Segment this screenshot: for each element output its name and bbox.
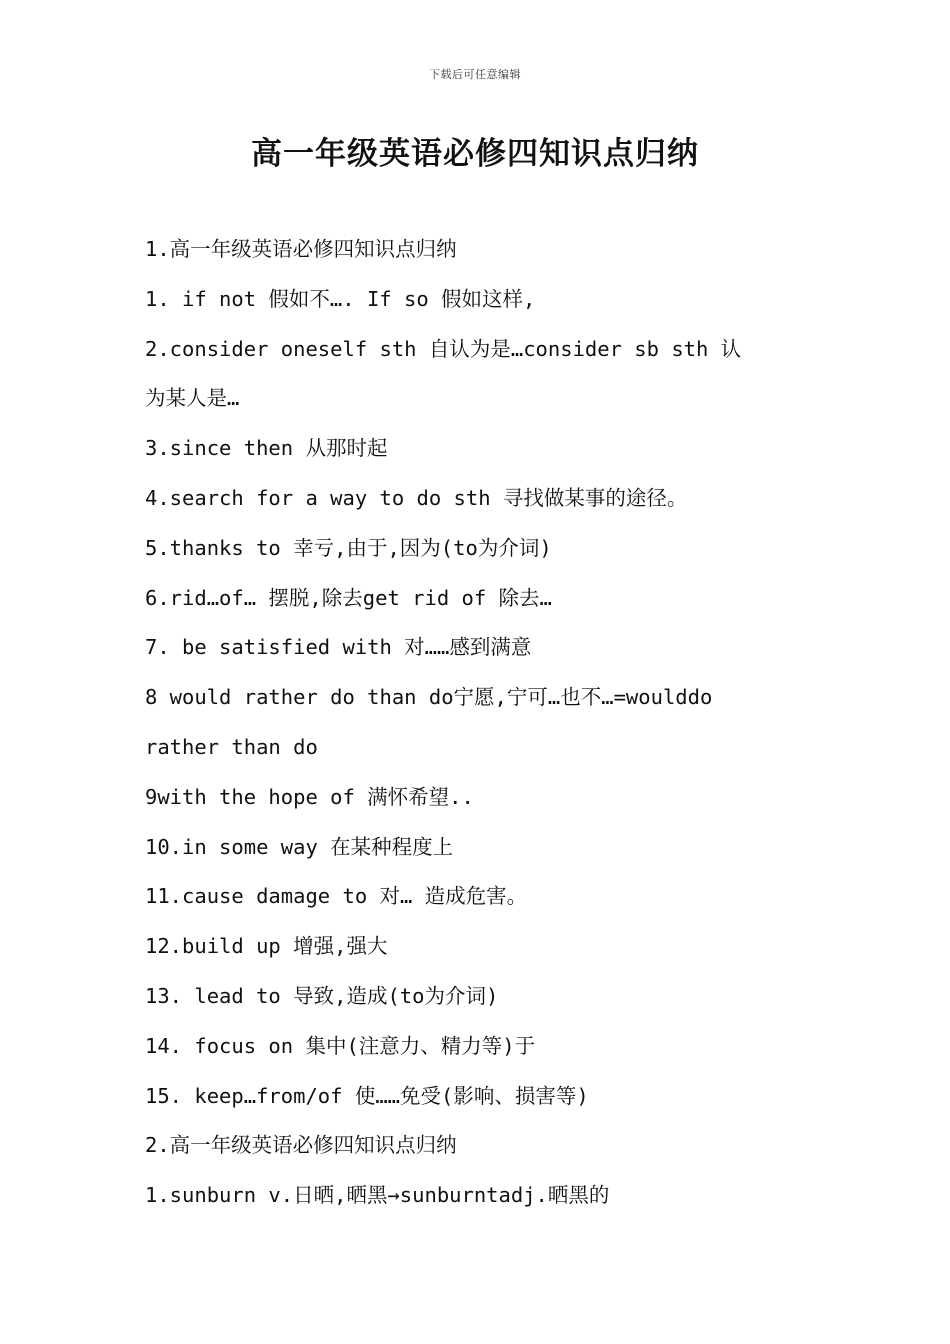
line-text: 14. focus on 集中(注意力、精力等)于 xyxy=(145,1033,536,1058)
content-line xyxy=(145,528,825,578)
content-line xyxy=(145,926,825,976)
content-line xyxy=(145,478,825,528)
content-line xyxy=(145,1076,825,1126)
content-line xyxy=(145,229,825,279)
content-line xyxy=(145,777,825,827)
content-line xyxy=(145,1125,825,1175)
content-line xyxy=(145,1026,825,1076)
line-text: 9with the hope of 满怀希望.. xyxy=(145,784,474,809)
content-line xyxy=(145,727,825,777)
line-text: 11.cause damage to 对… 造成危害。 xyxy=(145,884,528,909)
line-text: 1.高一年级英语必修四知识点归纳 xyxy=(145,237,457,261)
content-line xyxy=(145,279,825,329)
line-text: 7. be satisfied with 对……感到满意 xyxy=(145,635,532,660)
content-line xyxy=(145,428,825,478)
line-text: 5.thanks to 幸亏,由于,因为(to为介词) xyxy=(145,535,552,560)
line-text: 12.build up 增强,强大 xyxy=(145,934,388,959)
content-line xyxy=(145,976,825,1026)
line-text: 13. lead to 导致,造成(to为介词) xyxy=(145,983,499,1008)
line-text: rather than do xyxy=(145,734,318,759)
content-line xyxy=(145,378,825,428)
content-line xyxy=(145,876,825,926)
content-line xyxy=(145,827,825,877)
content-line xyxy=(145,578,825,628)
line-text: 15. keep…from/of 使……免受(影响、损害等) xyxy=(145,1083,589,1108)
header-note: 下载后可任意编辑 xyxy=(429,68,521,81)
line-text: 1.sunburn v.日晒,晒黑→sunburntadj.晒黑的 xyxy=(145,1183,610,1208)
content-line xyxy=(145,1175,825,1225)
line-text: 2.consider oneself sth 自认为是…consider sb sth 认 xyxy=(145,336,742,361)
line-text: 2.高一年级英语必修四知识点归纳 xyxy=(145,1133,457,1158)
line-text: 1. if not 假如不…. If so 假如这样, xyxy=(145,286,536,311)
line-text: 6.rid…of… 摆脱,除去get rid of 除去… xyxy=(145,585,552,610)
line-text: 为某人是… xyxy=(145,386,240,411)
content-line xyxy=(145,677,825,727)
document-title: 高一年级英语必修四知识点归纳 xyxy=(251,136,699,172)
content-list xyxy=(145,229,825,1225)
line-text: 10.in some way 在某种程度上 xyxy=(145,834,454,859)
line-text: 3.since then 从那时起 xyxy=(145,436,388,461)
line-text: 4.search for a way to do sth 寻找做某事的途径。 xyxy=(145,485,688,510)
line-text: 8 would rather do than do宁愿,宁可…也不…=woulddo xyxy=(145,685,713,710)
content-line xyxy=(145,329,825,379)
content-line xyxy=(145,627,825,677)
